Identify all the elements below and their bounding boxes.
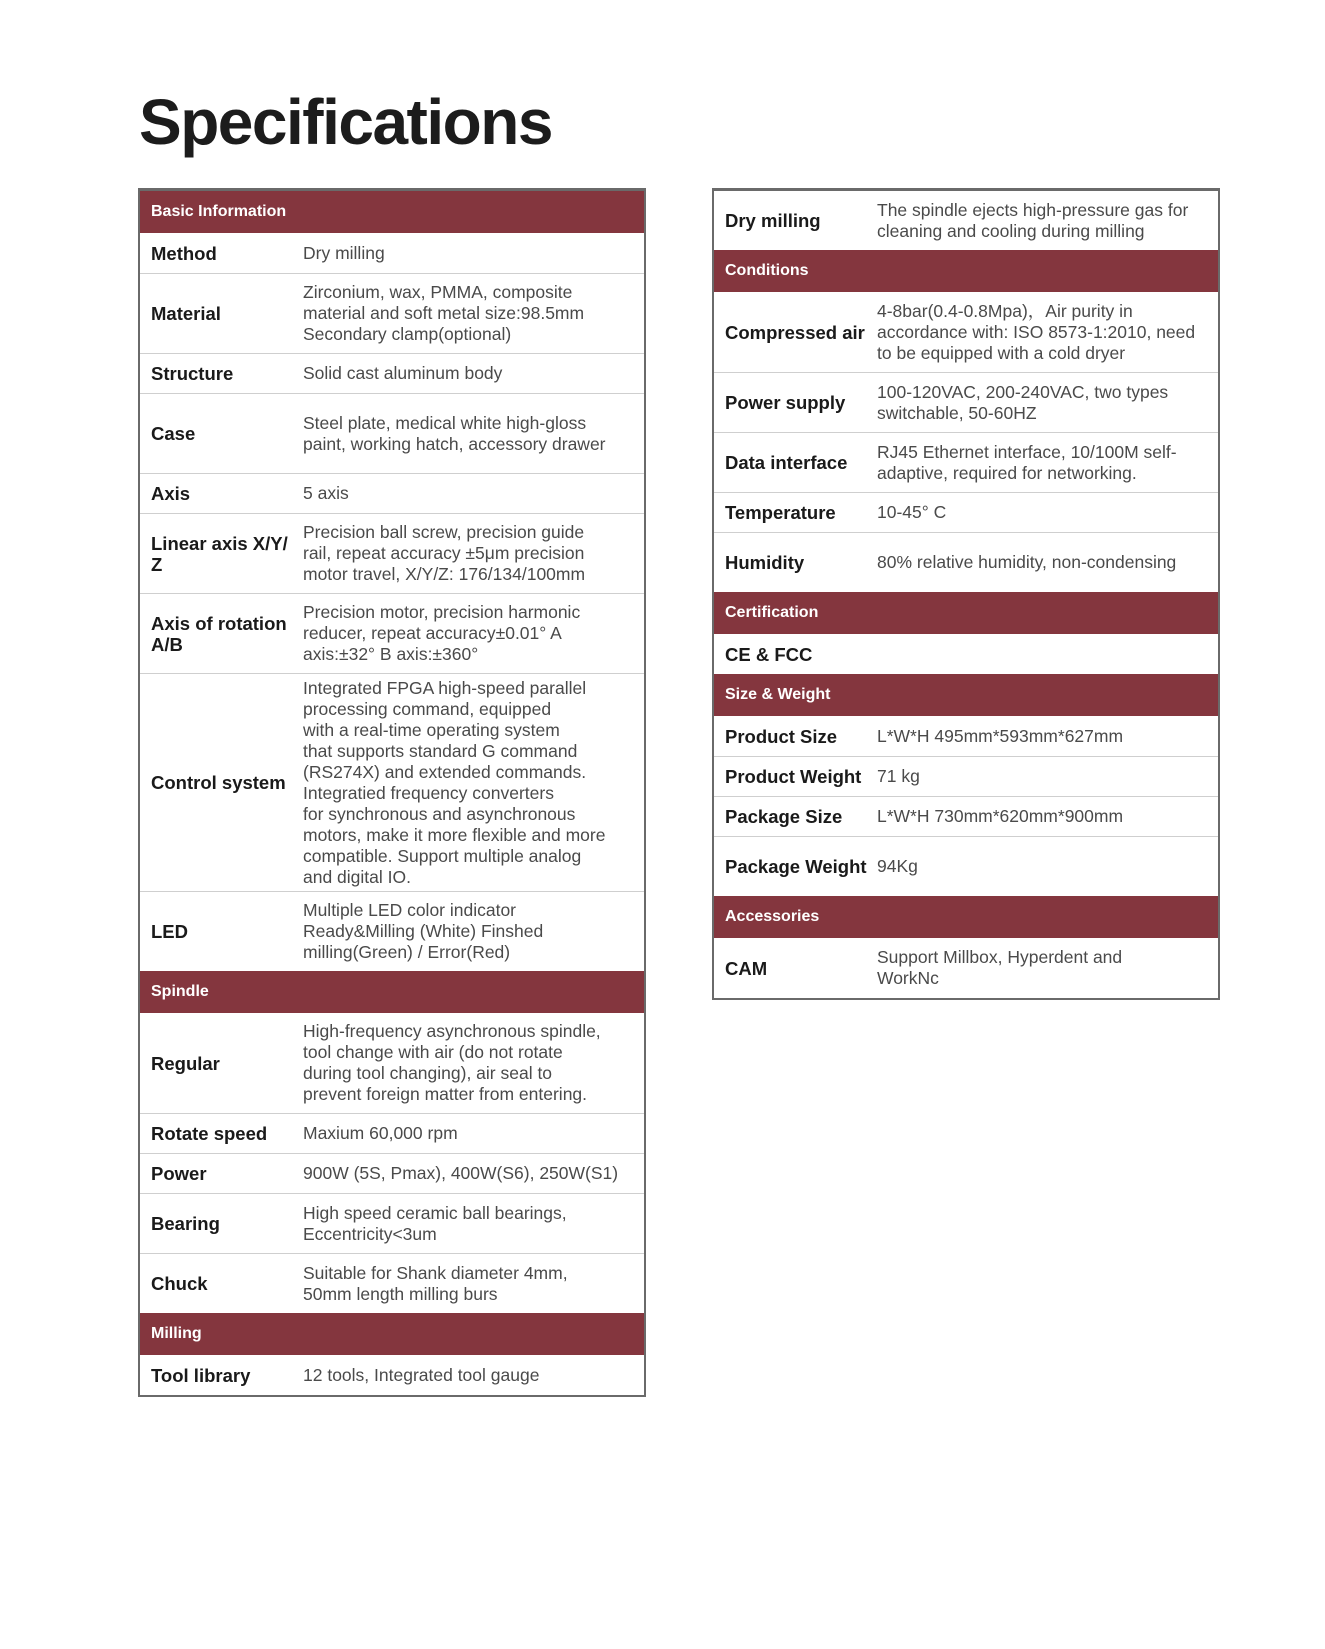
spec-value: Integrated FPGA high-speed parallel processing command, equipped with a real-time operating system that supports standard G command (RS274X) and extended commands. Integratied frequency converters for synchronous and asynchronous motors, make it more flexible and more compatible. Support multiple analog and digital IO.: [303, 677, 606, 887]
section-header-basic-information: Basic Information: [140, 191, 644, 233]
spec-row: [714, 938, 1218, 998]
spec-value: 10-45° C: [877, 502, 947, 522]
spec-row: [140, 513, 644, 593]
spec-value: The spindle ejects high-pressure gas for cleaning and cooling during milling: [877, 199, 1189, 241]
spec-row: [714, 191, 1218, 250]
spec-value: RJ45 Ethernet interface, 10/100M self- adaptive, required for networking.: [877, 441, 1177, 483]
spec-label: Method: [151, 242, 217, 264]
spec-label: Material: [151, 303, 221, 324]
spec-row: [140, 891, 644, 971]
spec-value: 12 tools, Integrated tool gauge: [303, 1364, 540, 1385]
spec-row: [714, 292, 1218, 372]
spec-row: [140, 673, 644, 891]
spec-value: Zirconium, wax, PMMA, composite material and soft metal size:98.5mm Secondary clamp(optional): [303, 282, 585, 344]
spec-label: CE & FCC: [725, 643, 813, 665]
spec-value: Multiple LED color indicator Ready&Milling (White) Finshed milling(Green) / Error(Red): [303, 900, 544, 962]
spec-label: Product Size: [725, 725, 838, 747]
section-header-conditions: Conditions: [714, 250, 1218, 292]
spec-label: Axis of rotation A/B: [151, 612, 287, 655]
spec-row: [714, 796, 1218, 836]
spec-label: Bearing: [151, 1213, 220, 1234]
spec-value: L*W*H 495mm*593mm*627mm: [877, 725, 1124, 746]
spec-value: Support Millbox, Hyperdent and WorkNc: [877, 947, 1123, 988]
spec-label: Product Weight: [725, 766, 862, 787]
spec-row: [714, 532, 1218, 592]
spec-value: 94Kg: [877, 856, 918, 876]
spec-label: Humidity: [725, 552, 805, 573]
spec-row: [140, 393, 644, 473]
section-header-milling: Milling: [140, 1313, 644, 1355]
spec-row: [140, 353, 644, 393]
spec-label: Tool library: [151, 1364, 251, 1386]
spec-row: [140, 1153, 644, 1193]
spec-label: Compressed air: [725, 321, 865, 343]
section-header-spindle: Spindle: [140, 971, 644, 1013]
specs-table-right: [712, 188, 1220, 1000]
spec-value: 71 kg: [877, 766, 920, 786]
spec-value: Steel plate, medical white high-gloss paint, working hatch, accessory drawer: [303, 412, 606, 454]
spec-row: [140, 473, 644, 513]
spec-value: 5 axis: [303, 483, 349, 503]
spec-row: [140, 1193, 644, 1253]
section-header-size-weight: Size & Weight: [714, 674, 1218, 716]
spec-row: [714, 756, 1218, 796]
spec-label: Package Weight: [725, 856, 867, 877]
spec-value: 900W (5S, Pmax), 400W(S6), 250W(S1): [303, 1163, 619, 1183]
spec-label: Chuck: [151, 1273, 208, 1294]
spec-label: Dry milling: [725, 210, 821, 231]
spec-label: Data interface: [725, 452, 848, 473]
spec-row: [714, 492, 1218, 532]
spec-row: [140, 593, 644, 673]
spec-row: [140, 1013, 644, 1113]
specs-table-left: [138, 188, 646, 1397]
spec-label: Axis: [151, 483, 191, 504]
spec-row: [714, 372, 1218, 432]
spec-value: High-frequency asynchronous spindle, tool change with air (do not rotate during tool changing), air seal to prevent foreign matter from entering.: [303, 1021, 601, 1104]
spec-row: [714, 716, 1218, 756]
spec-label: Rotate speed: [151, 1123, 268, 1144]
spec-value: High speed ceramic ball bearings, Eccentricity<3um: [303, 1202, 567, 1244]
spec-label: Package Size: [725, 806, 843, 827]
spec-row: [140, 273, 644, 353]
spec-value: 4-8bar(0.4-0.8Mpa)，Air purity in accordance with: ISO 8573-1:2010, need to be equipped with a cold dryer: [877, 300, 1196, 363]
spec-label: Structure: [151, 363, 234, 384]
spec-value: Precision ball screw, precision guide rail, repeat accuracy ±5μm precision motor travel, X/Y/Z: 176/134/100mm: [303, 522, 586, 584]
spec-row: [140, 233, 644, 273]
spec-value: 100-120VAC, 200-240VAC, two types switchable, 50-60HZ: [877, 381, 1169, 423]
spec-value: Solid cast aluminum body: [303, 363, 503, 383]
spec-label: Control system: [151, 772, 286, 793]
spec-label: CAM: [725, 957, 768, 979]
spec-label: Linear axis X/Y/ Z: [151, 532, 288, 575]
spec-label: Power: [151, 1163, 207, 1184]
spec-value: Precision motor, precision harmonic reducer, repeat accuracy±0.01° A axis:±32° B axis:±360°: [303, 602, 581, 664]
spec-label: Power supply: [725, 392, 846, 413]
spec-value: Maxium 60,000 rpm: [303, 1123, 458, 1143]
spec-row: [140, 1253, 644, 1313]
spec-value: Suitable for Shank diameter 4mm, 50mm length milling burs: [303, 1262, 568, 1304]
spec-label: LED: [151, 921, 188, 942]
spec-value: Dry milling: [303, 242, 385, 263]
page-title: Specifications: [139, 86, 552, 158]
spec-row: [714, 432, 1218, 492]
spec-row: [140, 1355, 644, 1395]
spec-value: L*W*H 730mm*620mm*900mm: [877, 806, 1124, 826]
spec-value: 80% relative humidity, non-condensing: [877, 552, 1177, 572]
section-header-certification: Certification: [714, 592, 1218, 634]
spec-label: Temperature: [725, 502, 836, 523]
section-header-accessories: Accessories: [714, 896, 1218, 938]
spec-label: Case: [151, 423, 196, 444]
spec-row: [714, 634, 1218, 674]
spec-row: [140, 1113, 644, 1153]
spec-row: [714, 836, 1218, 896]
spec-label: Regular: [151, 1052, 220, 1074]
